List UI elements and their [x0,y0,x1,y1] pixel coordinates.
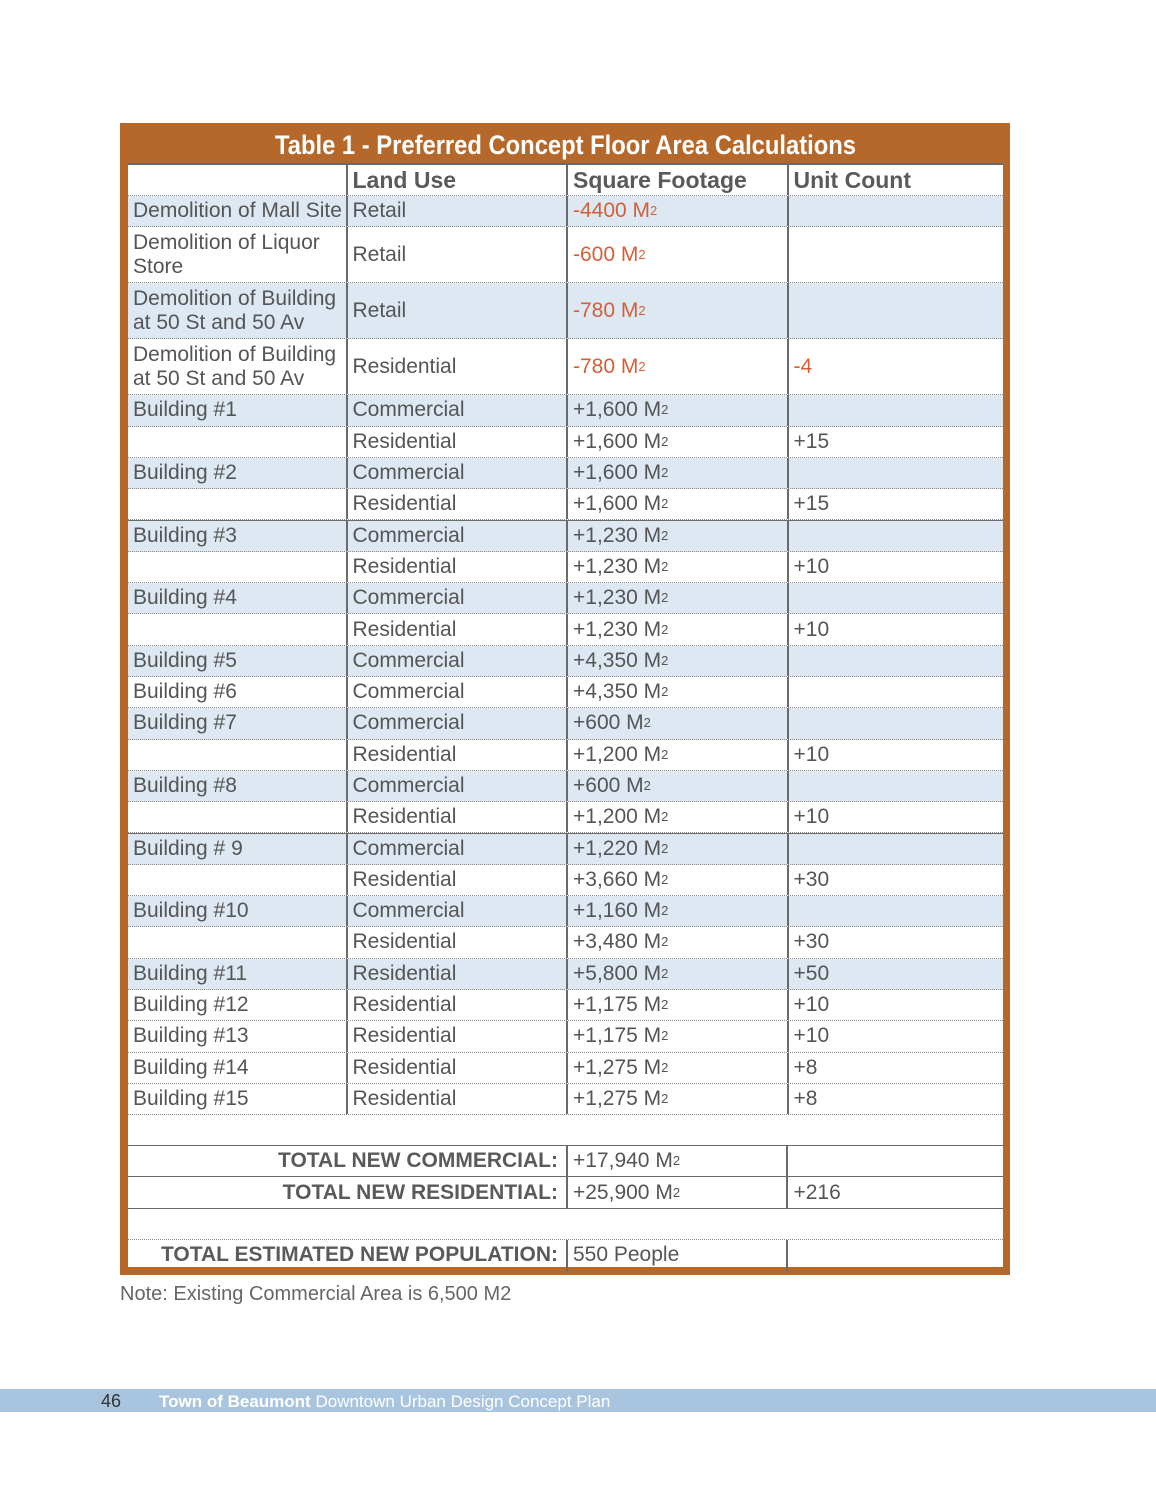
row-square-footage: +1,275 M 2 [566,1053,787,1083]
unit-superscript: 2 [638,358,646,374]
row-square-footage: +1,200 M 2 [566,740,787,770]
row-unit-count [787,521,1004,550]
unit-superscript: 2 [661,402,669,418]
row-unit-count [787,896,1004,926]
row-unit-count [787,395,1004,425]
row-unit-count [787,583,1004,613]
row-unit-count: +50 [787,959,1004,989]
unit-superscript: 2 [661,528,669,544]
row-square-footage: +1,600 M 2 [566,427,787,457]
row-square-footage: -780 M 2 [566,283,787,338]
page-footer [0,1389,1156,1412]
row-name: Building #7 [133,711,237,735]
row-square-footage: +1,600 M 2 [566,489,787,519]
row-name [128,740,346,770]
unit-superscript: 2 [661,684,669,700]
row-square-footage: +1,230 M 2 [566,552,787,582]
unit-superscript: 2 [661,465,669,481]
row-unit-count: +30 [787,927,1004,957]
header-unit-count: Unit Count [787,165,1004,195]
table-grid [128,163,1003,1267]
footer-town: Town of Beaumont [159,1392,311,1411]
row-name: Building #1 [133,398,237,422]
row-land-use: Commercial [346,771,567,801]
row-name: Building #10 [133,899,249,923]
unit-superscript: 2 [661,1090,669,1106]
row-square-footage: +3,480 M 2 [566,927,787,957]
row-name: Building #13 [133,1024,249,1048]
row-name: Building #5 [133,648,237,672]
row-name: Building #3 [133,524,237,548]
table-row [128,740,1003,771]
header-land-use: Land Use [346,165,567,195]
total-residential-units: +216 [786,1177,1003,1207]
total-residential-row [128,1177,1003,1208]
row-land-use: Residential [346,1021,567,1051]
row-unit-count: +8 [787,1084,1004,1114]
row-land-use: Retail [346,283,567,338]
row-land-use: Residential [346,802,567,832]
unit-superscript: 2 [661,652,669,668]
row-unit-count [787,196,1004,226]
total-commercial-area: +17,940 M 2 [566,1146,787,1176]
table-note: Note: Existing Commercial Area is 6,500 M2 [120,1283,512,1305]
row-square-footage: +1,220 M 2 [566,834,787,863]
floor-area-table [120,123,1010,1275]
row-name: Building # 9 [133,837,243,861]
row-name: Building #4 [133,586,237,610]
row-unit-count [787,771,1004,801]
table-row [128,990,1003,1021]
footer-title [159,1389,610,1412]
unit-superscript: 2 [661,590,669,606]
unit-superscript: 2 [661,965,669,981]
unit-superscript: 2 [643,778,651,793]
row-land-use: Commercial [346,458,567,488]
table-row [128,646,1003,677]
row-name: Demolition of Building at 50 St and 50 Av [133,342,337,390]
unit-superscript: 2 [661,746,669,762]
row-name [128,802,346,832]
spacer-row [128,1115,1003,1146]
table-row [128,458,1003,489]
row-unit-count: +10 [787,614,1004,644]
table-row [128,427,1003,458]
row-unit-count [787,283,1004,338]
row-unit-count: +8 [787,1053,1004,1083]
row-name [128,552,346,582]
table-row [128,283,1003,339]
unit-superscript: 2 [672,1184,681,1200]
row-unit-count: -4 [787,339,1004,394]
row-square-footage: +1,160 M 2 [566,896,787,926]
row-unit-count [787,834,1004,863]
row-unit-count: +30 [787,865,1004,895]
row-land-use: Commercial [346,646,567,676]
row-square-footage: -600 M 2 [566,227,787,282]
row-land-use: Residential [346,552,567,582]
table-row [128,552,1003,583]
row-square-footage: +600 M 2 [566,708,787,738]
unit-superscript: 2 [672,1153,681,1169]
row-unit-count: +10 [787,802,1004,832]
row-land-use: Residential [346,959,567,989]
unit-superscript: 2 [661,558,669,574]
row-land-use: Commercial [346,521,567,550]
row-name: Demolition of Mall Site [133,199,342,223]
table-row [128,1021,1003,1052]
row-square-footage: +1,200 M 2 [566,802,787,832]
unit-superscript: 2 [661,841,669,857]
row-land-use: Retail [346,196,567,226]
table-row [128,708,1003,739]
row-unit-count: +10 [787,552,1004,582]
unit-superscript: 2 [643,715,651,731]
unit-superscript: 2 [661,496,669,512]
row-unit-count: +10 [787,1021,1004,1051]
unit-superscript: 2 [638,302,646,318]
row-unit-count [787,646,1004,676]
row-land-use: Commercial [346,395,567,425]
unit-superscript: 2 [661,871,669,887]
row-land-use: Residential [346,489,567,519]
row-square-footage: +1,230 M 2 [566,583,787,613]
total-commercial-label: TOTAL NEW COMMERCIAL: [278,1149,558,1173]
table-row [128,395,1003,426]
row-land-use: Residential [346,990,567,1020]
table-row [128,865,1003,896]
table-row [128,196,1003,227]
row-name: Building #12 [133,993,249,1017]
row-name: Demolition of Building at 50 St and 50 Av [133,286,337,334]
unit-superscript: 2 [650,203,658,219]
table-row [128,520,1003,551]
row-land-use: Residential [346,1084,567,1114]
row-unit-count [787,227,1004,282]
table-title: Table 1 - Preferred Concept Floor Area Calculations [275,130,856,160]
row-name: Building #8 [133,774,237,797]
total-population-label: TOTAL ESTIMATED NEW POPULATION: [160,1243,558,1267]
table-row [128,227,1003,283]
row-name: Demolition of Liquor Store [133,230,320,278]
unit-superscript: 2 [661,997,669,1013]
row-land-use: Residential [346,865,567,895]
table-row [128,583,1003,614]
header-square-footage: Square Footage [566,165,787,195]
unit-superscript: 2 [661,1059,669,1075]
table-row [128,489,1003,520]
row-square-footage: +1,175 M 2 [566,990,787,1020]
unit-superscript: 2 [661,934,669,950]
row-land-use: Residential [346,427,567,457]
row-square-footage: +1,275 M 2 [566,1084,787,1114]
row-land-use: Commercial [346,896,567,926]
table-row [128,927,1003,958]
row-land-use: Residential [346,614,567,644]
row-unit-count: +15 [787,427,1004,457]
row-square-footage: +1,230 M 2 [566,521,787,550]
row-land-use: Residential [346,1053,567,1083]
row-unit-count [787,708,1004,738]
row-square-footage: +3,660 M 2 [566,865,787,895]
table-row [128,1084,1003,1115]
row-land-use: Commercial [346,677,567,707]
table-row [128,1053,1003,1084]
unit-superscript: 2 [661,903,669,919]
table-body [128,196,1003,1115]
row-name: Building #6 [133,680,237,704]
row-square-footage: +4,350 M 2 [566,677,787,707]
row-land-use: Residential [346,740,567,770]
table-row [128,771,1003,802]
row-unit-count: +10 [787,740,1004,770]
header-blank [128,165,346,195]
unit-superscript: 2 [661,1028,669,1044]
row-unit-count: +10 [787,990,1004,1020]
table-row [128,614,1003,645]
total-population-units [786,1240,1003,1271]
row-square-footage: +1,600 M 2 [566,458,787,488]
total-commercial-row [128,1146,1003,1177]
row-square-footage: +1,600 M 2 [566,395,787,425]
row-square-footage: +5,800 M 2 [566,959,787,989]
row-land-use: Residential [346,927,567,957]
row-name: Building #11 [133,961,248,985]
unit-superscript: 2 [661,809,669,825]
row-name: Building #2 [133,461,237,485]
unit-superscript: 2 [661,433,669,449]
table-row [128,833,1003,864]
total-population-row [128,1240,1003,1271]
row-name: Building #14 [133,1055,249,1079]
row-square-footage: -780 M 2 [566,339,787,394]
row-land-use: Retail [346,227,567,282]
row-name [128,927,346,957]
row-land-use: Residential [346,339,567,394]
row-land-use: Commercial [346,583,567,613]
footer-doc-title: Downtown Urban Design Concept Plan [315,1392,611,1411]
row-name [128,865,346,895]
row-land-use: Commercial [346,708,567,738]
table-row [128,802,1003,833]
row-name: Building #15 [133,1086,249,1110]
table-row [128,896,1003,927]
total-commercial-units [786,1146,1003,1176]
table-row [128,677,1003,708]
row-land-use: Commercial [346,834,567,863]
row-unit-count [787,677,1004,707]
row-square-footage: +4,350 M 2 [566,646,787,676]
row-unit-count [787,458,1004,488]
unit-superscript: 2 [638,246,646,262]
table-header-row [128,163,1003,196]
row-name [128,614,346,644]
row-square-footage: -4400 M 2 [566,196,787,226]
row-unit-count: +15 [787,489,1004,519]
unit-superscript: 2 [661,621,669,637]
table-row [128,339,1003,395]
table-row [128,959,1003,990]
total-residential-area: +25,900 M 2 [566,1177,787,1207]
page-number: 46 [101,1391,122,1411]
row-name [128,427,346,457]
row-square-footage: +600 M 2 [566,771,787,801]
total-population-value: 550 People [566,1240,787,1271]
total-residential-label: TOTAL NEW RESIDENTIAL: [282,1180,558,1204]
row-name [128,489,346,519]
spacer-row [128,1209,1003,1240]
row-square-footage: +1,230 M 2 [566,614,787,644]
row-square-footage: +1,175 M 2 [566,1021,787,1051]
